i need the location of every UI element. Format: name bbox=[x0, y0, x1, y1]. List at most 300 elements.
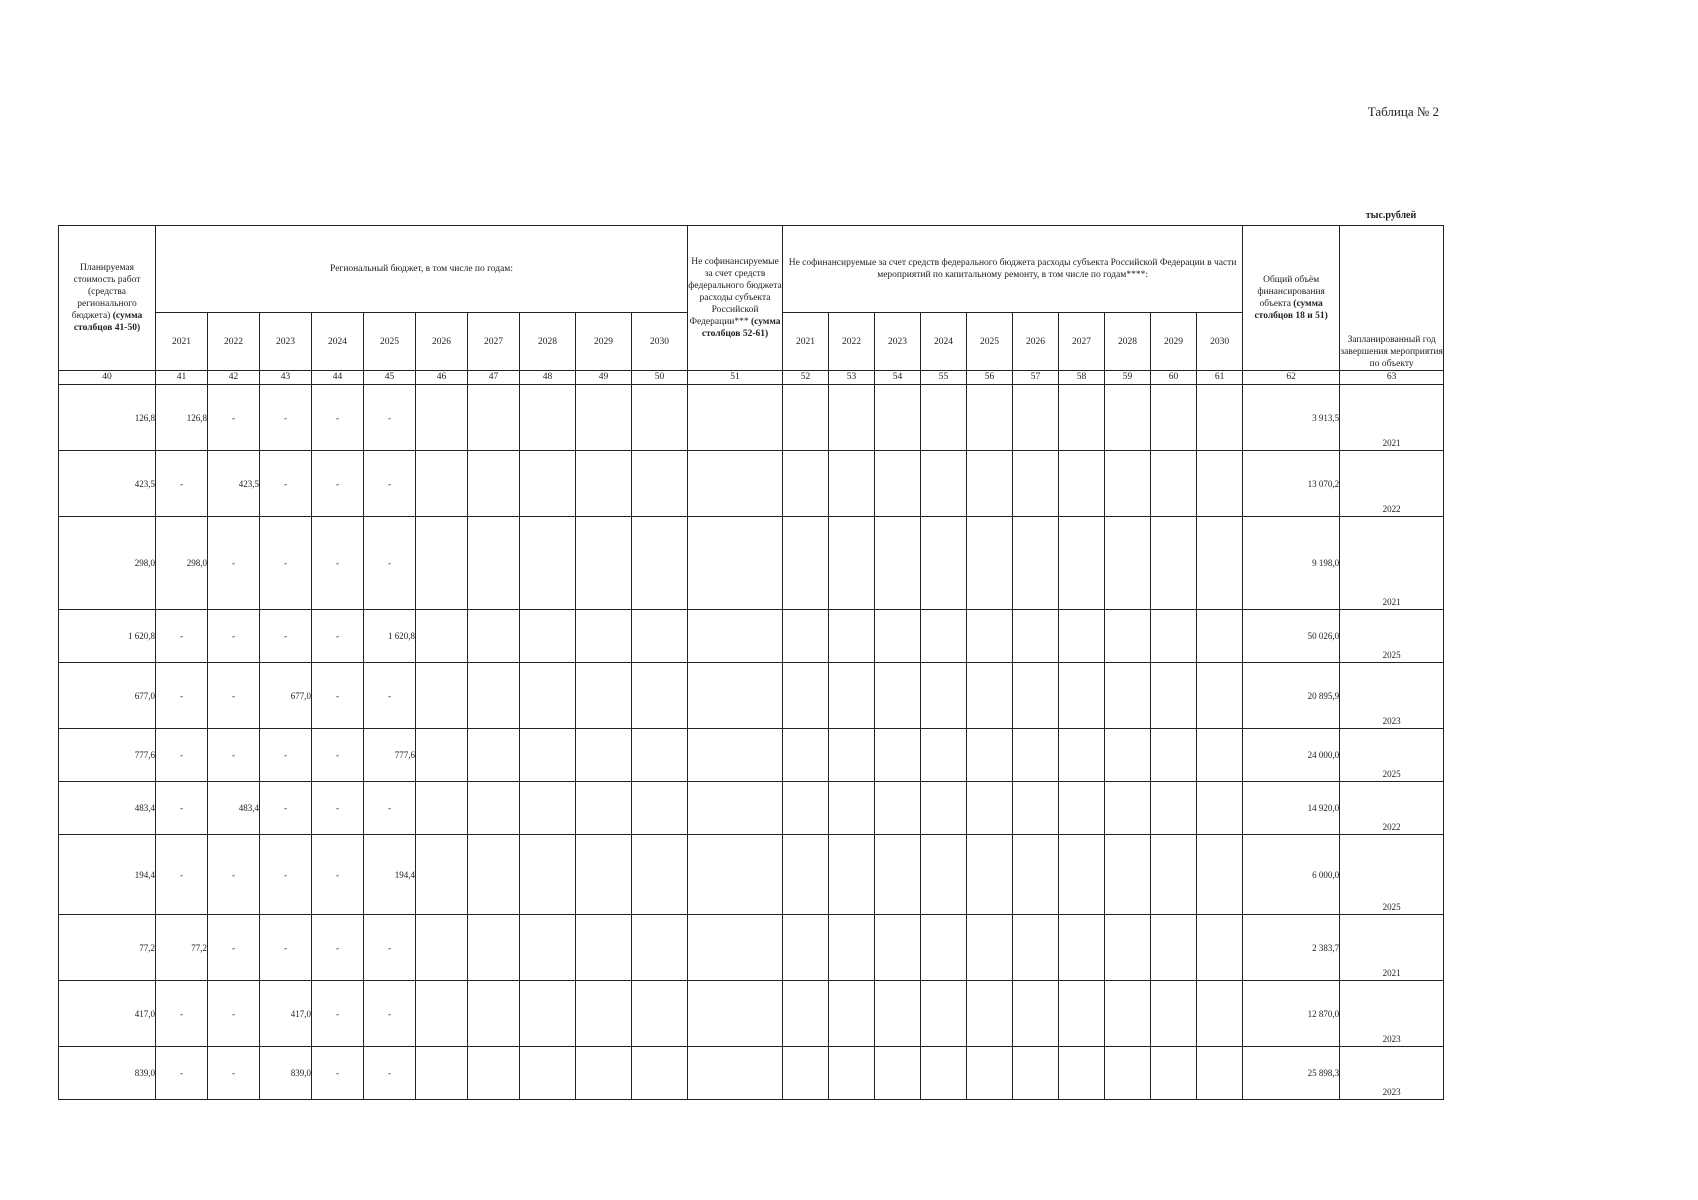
regional-year-cell: - bbox=[364, 981, 416, 1047]
regional-year-cell: 839,0 bbox=[260, 1047, 312, 1100]
year-header: 2022 bbox=[208, 313, 260, 371]
units-label: тыс.рублей bbox=[1365, 210, 1417, 221]
column-number: 41 bbox=[156, 371, 208, 385]
empty-cell bbox=[520, 1047, 576, 1100]
empty-cell bbox=[783, 610, 829, 663]
empty-cell bbox=[688, 835, 783, 915]
empty-cell bbox=[875, 729, 921, 782]
empty-cell bbox=[1013, 782, 1059, 835]
regional-year-cell: 1 620,8 bbox=[364, 610, 416, 663]
general-volume-cell: 20 895,9 bbox=[1243, 663, 1340, 729]
empty-cell bbox=[1059, 782, 1105, 835]
year-header: 2029 bbox=[576, 313, 632, 371]
empty-cell bbox=[783, 663, 829, 729]
empty-cell bbox=[1059, 915, 1105, 981]
empty-cell bbox=[875, 385, 921, 451]
table-row bbox=[59, 782, 1444, 835]
empty-cell bbox=[576, 517, 632, 610]
regional-year-cell: 77,2 bbox=[156, 915, 208, 981]
empty-cell bbox=[783, 981, 829, 1047]
empty-cell bbox=[1151, 663, 1197, 729]
empty-cell bbox=[921, 835, 967, 915]
empty-cell bbox=[1151, 1047, 1197, 1100]
regional-year-cell: - bbox=[312, 835, 364, 915]
year-header: 2021 bbox=[156, 313, 208, 371]
empty-cell bbox=[520, 517, 576, 610]
planned-cost-cell: 483,4 bbox=[59, 782, 156, 835]
table-row bbox=[59, 1047, 1444, 1100]
regional-year-cell: 483,4 bbox=[208, 782, 260, 835]
column-number: 61 bbox=[1197, 371, 1243, 385]
completion-year-cell: 2023 bbox=[1340, 663, 1444, 729]
empty-cell bbox=[967, 663, 1013, 729]
year-header: 2023 bbox=[875, 313, 921, 371]
empty-cell bbox=[1059, 1047, 1105, 1100]
empty-cell bbox=[468, 610, 520, 663]
empty-cell bbox=[1151, 610, 1197, 663]
regional-year-cell: - bbox=[208, 610, 260, 663]
planned-cost-cell: 77,2 bbox=[59, 915, 156, 981]
table-row bbox=[59, 729, 1444, 782]
regional-year-cell: - bbox=[208, 663, 260, 729]
empty-cell bbox=[921, 663, 967, 729]
empty-cell bbox=[1151, 451, 1197, 517]
year-header: 2030 bbox=[632, 313, 688, 371]
header-col51: Не софинансируемые за счет средств федерального бюджета расходы субъекта Российской Федерации*** (сумма столбцов 52-61) bbox=[688, 226, 783, 371]
year-header: 2029 bbox=[1151, 313, 1197, 371]
empty-cell bbox=[1105, 915, 1151, 981]
table-caption: Таблица № 2 bbox=[1367, 104, 1439, 119]
empty-cell bbox=[783, 385, 829, 451]
regional-year-cell: - bbox=[156, 981, 208, 1047]
column-number: 55 bbox=[921, 371, 967, 385]
empty-cell bbox=[688, 451, 783, 517]
header-regional: Региональный бюджет, в том числе по годам: bbox=[156, 226, 688, 313]
empty-cell bbox=[1105, 451, 1151, 517]
completion-year-cell: 2025 bbox=[1340, 610, 1444, 663]
column-number: 51 bbox=[688, 371, 783, 385]
empty-cell bbox=[829, 517, 875, 610]
year-header: 2026 bbox=[1013, 313, 1059, 371]
regional-year-cell: - bbox=[312, 729, 364, 782]
column-number: 42 bbox=[208, 371, 260, 385]
empty-cell bbox=[1013, 981, 1059, 1047]
empty-cell bbox=[468, 981, 520, 1047]
regional-year-cell: - bbox=[364, 1047, 416, 1100]
empty-cell bbox=[688, 729, 783, 782]
regional-year-cell: - bbox=[260, 729, 312, 782]
empty-cell bbox=[416, 663, 468, 729]
empty-cell bbox=[875, 835, 921, 915]
year-header: 2030 bbox=[1197, 313, 1243, 371]
empty-cell bbox=[576, 451, 632, 517]
general-volume-cell: 25 898,3 bbox=[1243, 1047, 1340, 1100]
empty-cell bbox=[875, 1047, 921, 1100]
general-volume-cell: 9 198,0 bbox=[1243, 517, 1340, 610]
empty-cell bbox=[1013, 610, 1059, 663]
empty-cell bbox=[632, 1047, 688, 1100]
empty-cell bbox=[1013, 517, 1059, 610]
empty-cell bbox=[1013, 915, 1059, 981]
empty-cell bbox=[967, 729, 1013, 782]
empty-cell bbox=[688, 663, 783, 729]
general-volume-cell: 24 000,0 bbox=[1243, 729, 1340, 782]
regional-year-cell: 298,0 bbox=[156, 517, 208, 610]
completion-year-cell: 2023 bbox=[1340, 1047, 1444, 1100]
empty-cell bbox=[1197, 729, 1243, 782]
completion-year-cell: 2021 bbox=[1340, 385, 1444, 451]
planned-cost-cell: 777,6 bbox=[59, 729, 156, 782]
empty-cell bbox=[416, 981, 468, 1047]
regional-year-cell: - bbox=[364, 451, 416, 517]
empty-cell bbox=[1059, 729, 1105, 782]
table-row bbox=[59, 385, 1444, 451]
empty-cell bbox=[1059, 385, 1105, 451]
empty-cell bbox=[520, 610, 576, 663]
empty-cell bbox=[416, 385, 468, 451]
empty-cell bbox=[416, 782, 468, 835]
general-volume-cell: 12 870,0 bbox=[1243, 981, 1340, 1047]
empty-cell bbox=[1151, 729, 1197, 782]
regional-year-cell: - bbox=[156, 663, 208, 729]
empty-cell bbox=[829, 610, 875, 663]
empty-cell bbox=[1197, 782, 1243, 835]
regional-year-cell: - bbox=[260, 610, 312, 663]
empty-cell bbox=[967, 782, 1013, 835]
empty-cell bbox=[1059, 663, 1105, 729]
empty-cell bbox=[1105, 981, 1151, 1047]
year-header: 2027 bbox=[468, 313, 520, 371]
empty-cell bbox=[1151, 517, 1197, 610]
empty-cell bbox=[688, 981, 783, 1047]
empty-cell bbox=[1105, 663, 1151, 729]
empty-cell bbox=[520, 915, 576, 981]
empty-cell bbox=[632, 663, 688, 729]
table-row bbox=[59, 451, 1444, 517]
regional-year-cell: - bbox=[260, 915, 312, 981]
empty-cell bbox=[576, 835, 632, 915]
regional-year-cell: - bbox=[312, 451, 364, 517]
empty-cell bbox=[688, 915, 783, 981]
regional-year-cell: - bbox=[156, 835, 208, 915]
regional-year-cell: - bbox=[364, 517, 416, 610]
empty-cell bbox=[829, 729, 875, 782]
empty-cell bbox=[875, 981, 921, 1047]
empty-cell bbox=[576, 915, 632, 981]
empty-cell bbox=[576, 1047, 632, 1100]
empty-cell bbox=[1197, 1047, 1243, 1100]
column-number: 46 bbox=[416, 371, 468, 385]
financing-table bbox=[58, 225, 1444, 1100]
empty-cell bbox=[921, 385, 967, 451]
column-number: 63 bbox=[1340, 371, 1444, 385]
regional-year-cell: - bbox=[156, 1047, 208, 1100]
empty-cell bbox=[967, 517, 1013, 610]
empty-cell bbox=[783, 729, 829, 782]
empty-cell bbox=[520, 663, 576, 729]
completion-year-cell: 2021 bbox=[1340, 915, 1444, 981]
planned-cost-cell: 194,4 bbox=[59, 835, 156, 915]
year-header: 2028 bbox=[1105, 313, 1151, 371]
planned-cost-cell: 1 620,8 bbox=[59, 610, 156, 663]
table-row bbox=[59, 663, 1444, 729]
regional-year-cell: - bbox=[312, 517, 364, 610]
table-row bbox=[59, 517, 1444, 610]
year-header: 2025 bbox=[967, 313, 1013, 371]
regional-year-cell: - bbox=[312, 782, 364, 835]
regional-year-cell: 423,5 bbox=[208, 451, 260, 517]
completion-year-cell: 2021 bbox=[1340, 517, 1444, 610]
regional-year-cell: - bbox=[260, 451, 312, 517]
regional-year-cell: - bbox=[364, 782, 416, 835]
empty-cell bbox=[468, 835, 520, 915]
table-body bbox=[59, 371, 1444, 1100]
table-header bbox=[59, 226, 1444, 371]
empty-cell bbox=[921, 610, 967, 663]
empty-cell bbox=[468, 385, 520, 451]
empty-cell bbox=[1197, 981, 1243, 1047]
general-volume-cell: 14 920,0 bbox=[1243, 782, 1340, 835]
empty-cell bbox=[576, 782, 632, 835]
year-header: 2028 bbox=[520, 313, 576, 371]
empty-cell bbox=[1197, 517, 1243, 610]
empty-cell bbox=[632, 610, 688, 663]
header-col40: Планируемая стоимость работ (средства регионального бюджета) (сумма столбцов 41-50) bbox=[59, 226, 156, 371]
regional-year-cell: - bbox=[208, 981, 260, 1047]
regional-year-cell: - bbox=[208, 517, 260, 610]
empty-cell bbox=[1151, 981, 1197, 1047]
empty-cell bbox=[921, 981, 967, 1047]
empty-cell bbox=[829, 835, 875, 915]
year-header: 2027 bbox=[1059, 313, 1105, 371]
regional-year-cell: - bbox=[312, 385, 364, 451]
empty-cell bbox=[688, 1047, 783, 1100]
empty-cell bbox=[688, 782, 783, 835]
completion-year-cell: 2023 bbox=[1340, 981, 1444, 1047]
empty-cell bbox=[967, 1047, 1013, 1100]
empty-cell bbox=[967, 385, 1013, 451]
year-header: 2023 bbox=[260, 313, 312, 371]
empty-cell bbox=[783, 835, 829, 915]
column-number: 50 bbox=[632, 371, 688, 385]
empty-cell bbox=[875, 663, 921, 729]
empty-cell bbox=[520, 385, 576, 451]
empty-cell bbox=[632, 451, 688, 517]
empty-cell bbox=[632, 385, 688, 451]
empty-cell bbox=[416, 517, 468, 610]
empty-cell bbox=[1059, 451, 1105, 517]
regional-year-cell: 777,6 bbox=[364, 729, 416, 782]
header-nonfed: Не софинансируемые за счет средств федерального бюджета расходы субъекта Российской Федерации в части мероприятий по капитальному ремонту, в том числе по годам****: bbox=[783, 226, 1243, 313]
empty-cell bbox=[783, 915, 829, 981]
header-col62: Общий объём финансирования объекта (сумма столбцов 18 и 51) bbox=[1243, 226, 1340, 371]
empty-cell bbox=[576, 981, 632, 1047]
empty-cell bbox=[416, 729, 468, 782]
column-number: 62 bbox=[1243, 371, 1340, 385]
general-volume-cell: 2 383,7 bbox=[1243, 915, 1340, 981]
column-number: 44 bbox=[312, 371, 364, 385]
general-volume-cell: 50 026,0 bbox=[1243, 610, 1340, 663]
empty-cell bbox=[576, 663, 632, 729]
column-number: 58 bbox=[1059, 371, 1105, 385]
empty-cell bbox=[967, 610, 1013, 663]
planned-cost-cell: 298,0 bbox=[59, 517, 156, 610]
empty-cell bbox=[783, 1047, 829, 1100]
empty-cell bbox=[1059, 835, 1105, 915]
regional-year-cell: - bbox=[260, 782, 312, 835]
column-number: 54 bbox=[875, 371, 921, 385]
empty-cell bbox=[520, 451, 576, 517]
column-number: 45 bbox=[364, 371, 416, 385]
empty-cell bbox=[468, 729, 520, 782]
regional-year-cell: 126,8 bbox=[156, 385, 208, 451]
column-number: 53 bbox=[829, 371, 875, 385]
empty-cell bbox=[520, 981, 576, 1047]
empty-cell bbox=[921, 451, 967, 517]
planned-cost-cell: 677,0 bbox=[59, 663, 156, 729]
empty-cell bbox=[1197, 835, 1243, 915]
empty-cell bbox=[1151, 835, 1197, 915]
regional-year-cell: - bbox=[156, 729, 208, 782]
regional-year-cell: - bbox=[364, 663, 416, 729]
empty-cell bbox=[468, 451, 520, 517]
empty-cell bbox=[1197, 451, 1243, 517]
regional-year-cell: 417,0 bbox=[260, 981, 312, 1047]
empty-cell bbox=[875, 915, 921, 981]
column-number-row bbox=[59, 371, 1444, 385]
empty-cell bbox=[1197, 663, 1243, 729]
empty-cell bbox=[875, 517, 921, 610]
empty-cell bbox=[1197, 610, 1243, 663]
empty-cell bbox=[688, 610, 783, 663]
column-number: 47 bbox=[468, 371, 520, 385]
empty-cell bbox=[829, 1047, 875, 1100]
table-row bbox=[59, 915, 1444, 981]
empty-cell bbox=[829, 663, 875, 729]
column-number: 43 bbox=[260, 371, 312, 385]
column-number: 59 bbox=[1105, 371, 1151, 385]
empty-cell bbox=[875, 610, 921, 663]
empty-cell bbox=[632, 517, 688, 610]
empty-cell bbox=[520, 835, 576, 915]
column-number: 57 bbox=[1013, 371, 1059, 385]
planned-cost-cell: 839,0 bbox=[59, 1047, 156, 1100]
empty-cell bbox=[688, 385, 783, 451]
empty-cell bbox=[632, 782, 688, 835]
general-volume-cell: 3 913,5 bbox=[1243, 385, 1340, 451]
empty-cell bbox=[576, 729, 632, 782]
empty-cell bbox=[921, 915, 967, 981]
table-row bbox=[59, 610, 1444, 663]
empty-cell bbox=[1013, 385, 1059, 451]
empty-cell bbox=[1013, 835, 1059, 915]
empty-cell bbox=[416, 915, 468, 981]
empty-cell bbox=[520, 729, 576, 782]
column-number: 40 bbox=[59, 371, 156, 385]
empty-cell bbox=[875, 451, 921, 517]
empty-cell bbox=[1105, 385, 1151, 451]
column-number: 60 bbox=[1151, 371, 1197, 385]
empty-cell bbox=[1105, 835, 1151, 915]
empty-cell bbox=[468, 663, 520, 729]
empty-cell bbox=[783, 451, 829, 517]
general-volume-cell: 6 000,0 bbox=[1243, 835, 1340, 915]
empty-cell bbox=[783, 517, 829, 610]
regional-year-cell: - bbox=[312, 981, 364, 1047]
empty-cell bbox=[468, 915, 520, 981]
empty-cell bbox=[1105, 517, 1151, 610]
regional-year-cell: - bbox=[156, 610, 208, 663]
regional-year-cell: - bbox=[364, 385, 416, 451]
regional-year-cell: - bbox=[208, 915, 260, 981]
empty-cell bbox=[829, 981, 875, 1047]
empty-cell bbox=[1105, 782, 1151, 835]
empty-cell bbox=[468, 1047, 520, 1100]
empty-cell bbox=[875, 782, 921, 835]
empty-cell bbox=[520, 782, 576, 835]
empty-cell bbox=[576, 385, 632, 451]
regional-year-cell: 194,4 bbox=[364, 835, 416, 915]
empty-cell bbox=[1197, 915, 1243, 981]
regional-year-cell: - bbox=[312, 610, 364, 663]
completion-year-cell: 2025 bbox=[1340, 835, 1444, 915]
header-col63: Запланированный год завершения мероприятия по объекту bbox=[1340, 226, 1444, 371]
empty-cell bbox=[468, 782, 520, 835]
empty-cell bbox=[416, 835, 468, 915]
empty-cell bbox=[576, 610, 632, 663]
empty-cell bbox=[632, 981, 688, 1047]
empty-cell bbox=[1059, 517, 1105, 610]
year-header: 2026 bbox=[416, 313, 468, 371]
column-number: 49 bbox=[576, 371, 632, 385]
regional-year-cell: - bbox=[260, 385, 312, 451]
regional-year-cell: - bbox=[208, 729, 260, 782]
regional-year-cell: - bbox=[312, 1047, 364, 1100]
empty-cell bbox=[1059, 981, 1105, 1047]
empty-cell bbox=[632, 729, 688, 782]
empty-cell bbox=[921, 517, 967, 610]
empty-cell bbox=[829, 385, 875, 451]
planned-cost-cell: 417,0 bbox=[59, 981, 156, 1047]
completion-year-cell: 2022 bbox=[1340, 782, 1444, 835]
empty-cell bbox=[1059, 610, 1105, 663]
table-row bbox=[59, 835, 1444, 915]
empty-cell bbox=[967, 451, 1013, 517]
empty-cell bbox=[416, 1047, 468, 1100]
empty-cell bbox=[967, 981, 1013, 1047]
column-number: 52 bbox=[783, 371, 829, 385]
empty-cell bbox=[967, 835, 1013, 915]
year-header: 2024 bbox=[312, 313, 364, 371]
regional-year-cell: - bbox=[312, 915, 364, 981]
table-row bbox=[59, 981, 1444, 1047]
empty-cell bbox=[921, 1047, 967, 1100]
empty-cell bbox=[921, 782, 967, 835]
empty-cell bbox=[1105, 1047, 1151, 1100]
empty-cell bbox=[783, 782, 829, 835]
empty-cell bbox=[1013, 663, 1059, 729]
empty-cell bbox=[1197, 385, 1243, 451]
empty-cell bbox=[1151, 782, 1197, 835]
empty-cell bbox=[416, 610, 468, 663]
empty-cell bbox=[1151, 915, 1197, 981]
regional-year-cell: 677,0 bbox=[260, 663, 312, 729]
empty-cell bbox=[688, 517, 783, 610]
empty-cell bbox=[468, 517, 520, 610]
empty-cell bbox=[1151, 385, 1197, 451]
column-number: 56 bbox=[967, 371, 1013, 385]
empty-cell bbox=[1013, 451, 1059, 517]
